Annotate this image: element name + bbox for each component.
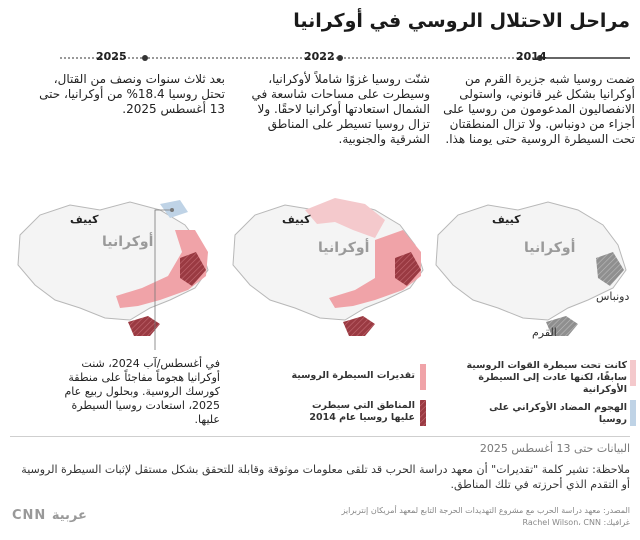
column-2025-text: بعد ثلاث سنوات ونصف من القتال، تحتل روسيا 18.4% من أوكرانيا، حتى 13 أغسطس 2025. (39, 72, 225, 116)
map-2014 (436, 202, 626, 336)
column-2014-text: ضمت روسيا شبه جزيرة القرم من أوكرانيا بشكل غير قانوني، واستولى الانفصاليون المدعومون من روسيا على أجزاء من دونباس. ولا تزال المنطقتان تحت السيطرة الروسية حتى يومنا هذا. (443, 72, 635, 146)
kursk-note: في أغسطس/آب 2024، شنت أوكرانيا هجوماً مفاجئاً على منطقة كورسك الروسية. وبحلول ربيع عام 2025، استعادت روسيا السيطرة عليها. (64, 357, 220, 426)
map-2025 (18, 200, 208, 336)
kyiv-label-2022: كييف (282, 213, 311, 226)
kyiv-label-2025: كييف (70, 213, 99, 226)
footer-source: المصدر: معهد دراسة الحرب مع مشروع التهديدات الحرجة التابع لمعهد أمريكان إنتربرايز (341, 506, 630, 515)
timeline-year-2014: 2014 (516, 50, 547, 63)
crimea-2022 (343, 316, 375, 336)
legend-ukr-counter: الهجوم المضاد الأوكراني على روسيا (489, 402, 627, 425)
legend-swatch-former (630, 360, 636, 386)
data-date: البيانات حتى 13 أغسطس 2025 (479, 442, 630, 455)
footer-credit: غرافيك: Rachel Wilson، CNN (522, 518, 630, 527)
footer-divider (10, 436, 630, 437)
crimea-label: القرم (532, 326, 557, 339)
footer-note: ملاحظة: تشير كلمة "تقديرات" أن معهد دراسة الحرب قد تلقى معلومات موثوقة وقابلة للتحقق بشكل مستقل لإثبات السيطرة الروسية أو التقدم الذي أحرزته في تلك المناطق. (21, 463, 630, 491)
timeline-year-2022: 2022 (304, 50, 335, 63)
legend-held-2014: المناطق التي سيطرت عليها روسيا عام 2014 (309, 400, 415, 423)
legend-swatch-occupied (420, 364, 426, 390)
donbas-label: دونباس (596, 290, 630, 303)
legend-swatch-counter (630, 400, 636, 426)
legend-swatch-2014 (420, 400, 426, 426)
chart-title: مراحل الاحتلال الروسي في أوكرانيا (293, 10, 630, 32)
map-2022 (233, 198, 423, 336)
ukraine-label-2025: أوكرانيا (102, 234, 154, 250)
column-2022-text: شنّت روسيا غزوًا شاملاً لأوكرانيا، وسيطرت على مساحات شاسعة في الشمال استعادتها أوكرانيا لاحقًا. ولا تزال روسيا تسيطر على المناطق الشرقية والجنوبية. (251, 72, 430, 146)
timeline-year-2025: 2025 (96, 50, 127, 63)
ukraine-label-2014: أوكرانيا (524, 240, 576, 256)
legend-former-control: كانت تحت سيطرة القوات الروسية سابقًا، لكنها عادت إلى السيطرة الأوكرانية (466, 360, 627, 395)
ukraine-label-2022: أوكرانيا (318, 240, 370, 256)
kyiv-label-2014: كييف (492, 213, 521, 226)
cnn-arabic-logo[interactable]: CNN عربية (12, 508, 87, 523)
legend-occupied: تقديرات السيطرة الروسية (291, 370, 415, 381)
